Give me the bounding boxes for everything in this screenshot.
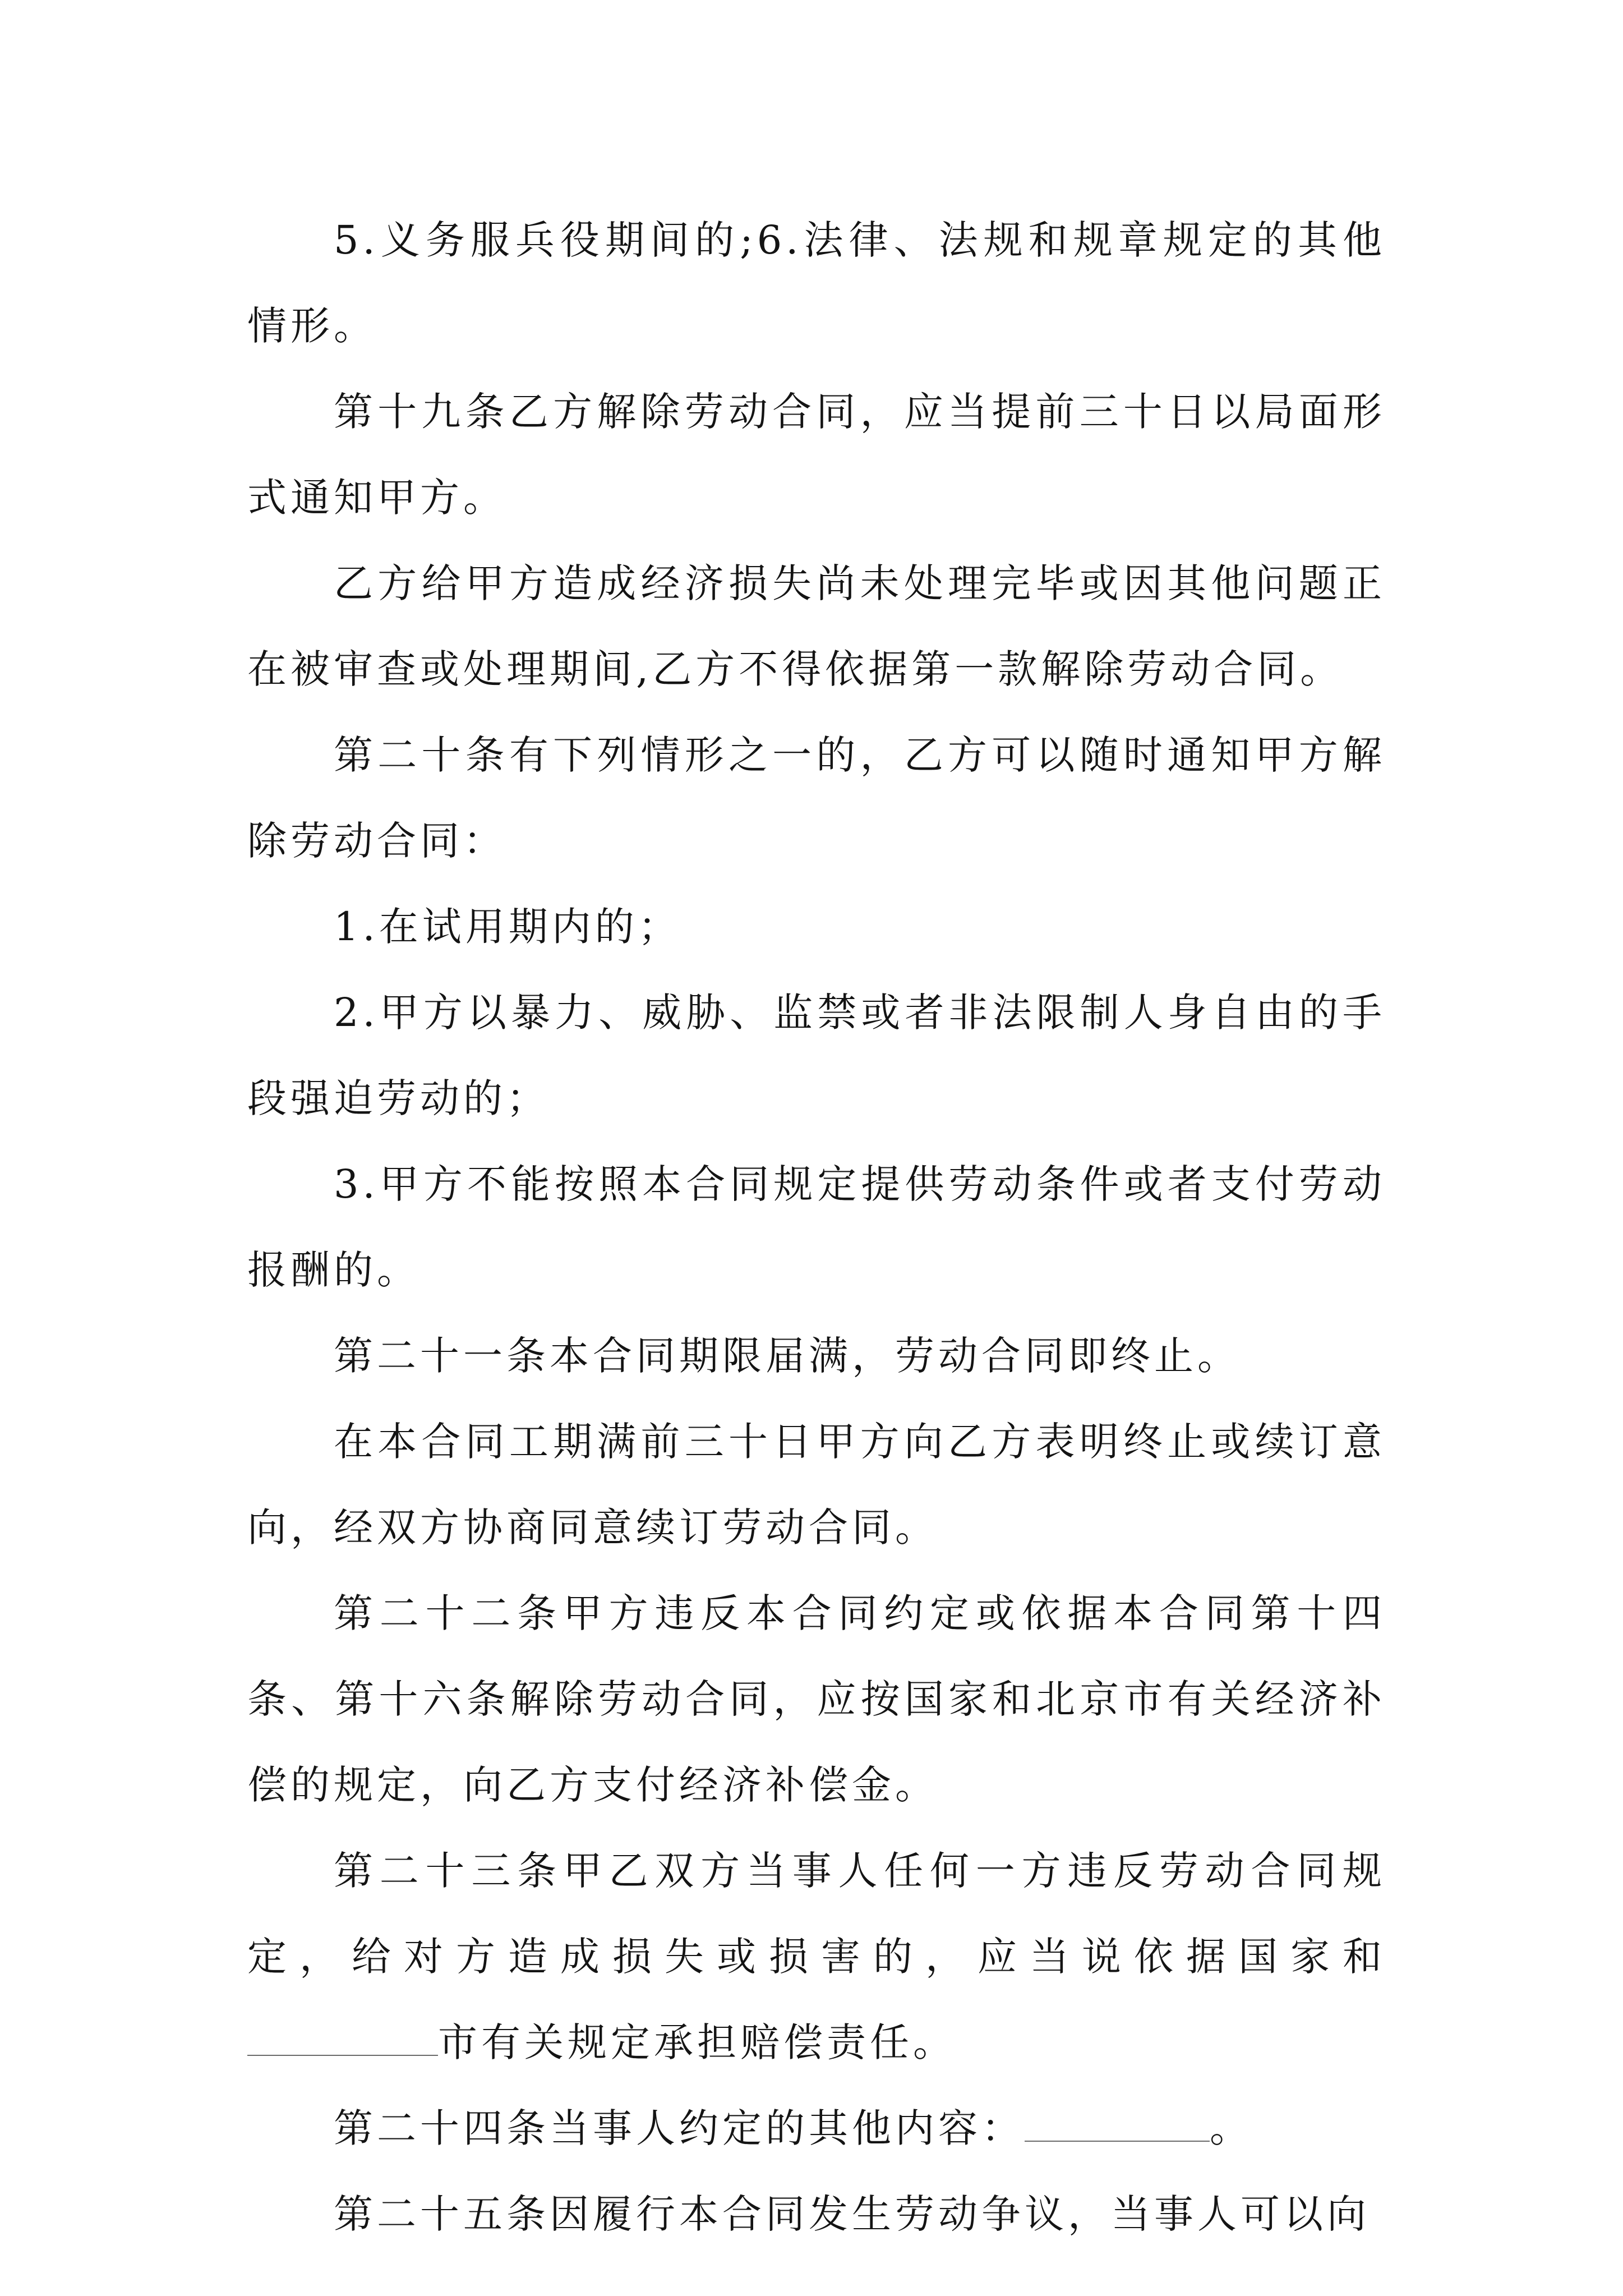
paragraph-article-20-item-3: 3.甲方不能按照本合同规定提供劳动条件或者支付劳动报酬的。	[247, 1161, 1386, 1293]
paragraph-article-19-note: 乙方给甲方造成经济损失尚未处理完毕或因其他问题正在被审查或处理期间,乙方不得依据第一款解除劳动合同。	[247, 560, 1386, 692]
paragraph-article-21: 第二十一条本合同期限届满，劳动合同即终止。	[334, 1333, 1241, 1379]
paragraph-article-22: 第二十二条甲方违反本合同约定或依据本合同第十四条、第十六条解除劳动合同，应按国家和北京市有关经济补偿的规定，向乙方支付经济补偿金。	[247, 1590, 1386, 1808]
article-23-fill-blank	[247, 2010, 438, 2056]
article-23-text-after: 市有关规定承担赔偿责任。	[438, 2019, 956, 2065]
paragraph-article-23	[247, 1828, 1386, 2086]
paragraph-article-19: 第十九条乙方解除劳动合同，应当提前三十日以局面形式通知甲方。	[247, 389, 1386, 521]
paragraph-article-21-note: 在本合同工期满前三十日甲方向乙方表明终止或续订意向，经双方协商同意续订劳动合同。	[247, 1419, 1386, 1550]
paragraph-article-20: 第二十条有下列情形之一的，乙方可以随时通知甲方解除劳动合同：	[247, 732, 1386, 864]
article-23-text-before: 第二十三条甲乙双方当事人任何一方违反劳动合同规定，给对方造成损失或损害的，应当说依据国家和	[247, 1848, 1386, 1980]
paragraph-article-25: 第二十五条因履行本合同发生劳动争议，当事人可以向	[334, 2191, 1370, 2237]
paragraph-article-20-item-2: 2.甲方以暴力、威胁、监禁或者非法限制人身自由的手段强迫劳动的；	[247, 990, 1386, 1121]
article-24-fill-blank	[1025, 2096, 1210, 2142]
article-24-text-before: 第二十四条当事人约定的其他内容：	[334, 2105, 1025, 2151]
document-body	[247, 197, 1386, 2257]
article-24-text-after: 。	[1210, 2105, 1253, 2151]
paragraph-item-5-6: 5.义务服兵役期间的;6.法律、法规和规章规定的其他情形。	[247, 217, 1386, 349]
paragraph-article-20-item-1: 1.在试用期内的；	[334, 904, 681, 950]
paragraph-article-24	[247, 2086, 1386, 2171]
